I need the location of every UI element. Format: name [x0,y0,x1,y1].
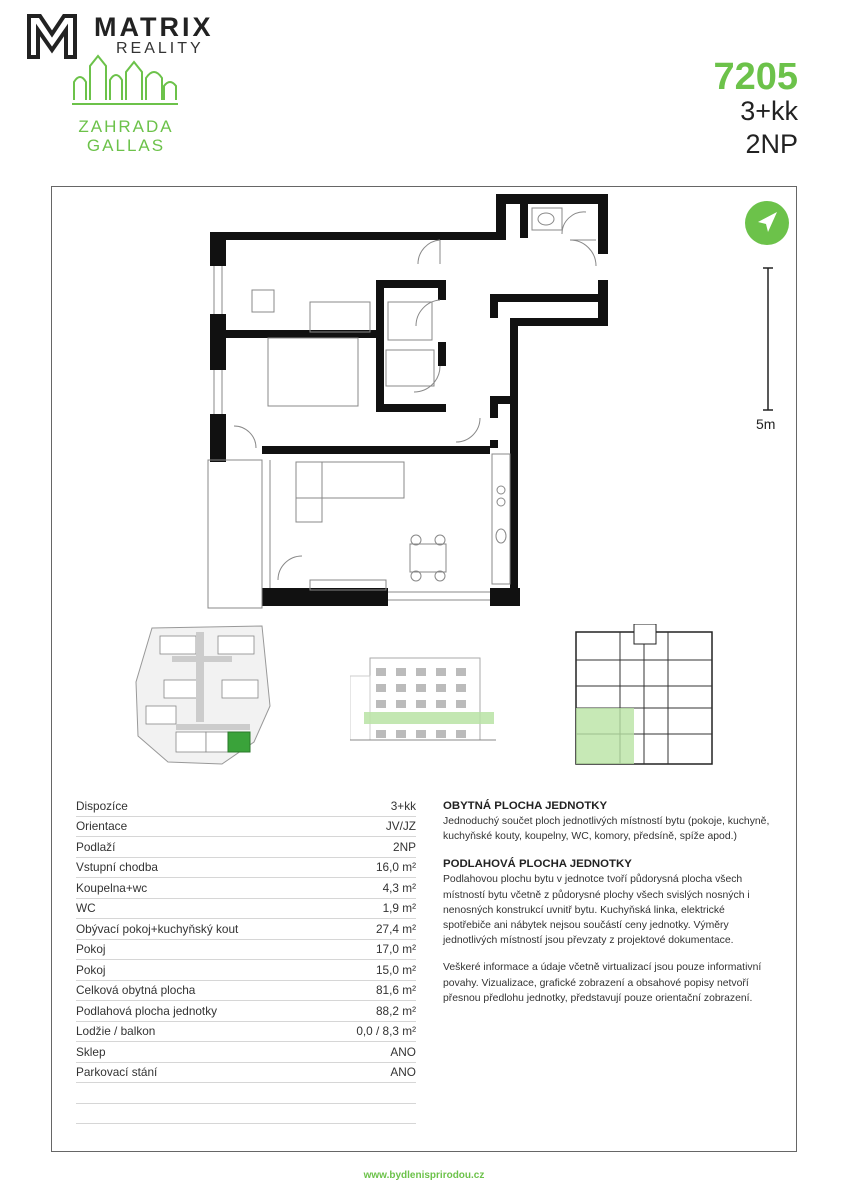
table-row [76,1022,416,1043]
floor-overview-thumbnail [574,624,714,766]
project-name-line1: ZAHRADA [78,117,174,136]
table-row [76,919,416,940]
unit-number: 7205 [713,56,798,98]
row-value: ANO [390,1065,416,1080]
navigation-arrow-icon [744,200,790,246]
row-value: 3+kk [390,798,416,813]
unit-floor: 2NP [745,129,798,159]
info-text [443,798,775,1018]
row-label: Orientace [76,819,128,834]
brand-name: MATRIX [94,12,214,42]
table-row [76,1104,416,1125]
row-label: Celková obytná plocha [76,983,196,998]
table-row [76,1063,416,1084]
garden-skyline-icon [72,52,178,108]
row-label: WC [76,901,96,916]
row-value: 81,6 m² [376,983,416,998]
row-value: 88,2 m² [376,1003,416,1018]
brand-sub: REALITY [116,40,204,57]
table-row [76,878,416,899]
table-row [76,1083,416,1104]
row-label: Pokoj [76,962,106,977]
row-label: Pokoj [76,942,106,957]
table-row [76,899,416,920]
table-row [76,981,416,1002]
living-area-heading: OBYTNÁ PLOCHA JEDNOTKY [443,800,608,812]
row-label: Podlahová plocha jednotky [76,1003,218,1018]
table-row [76,796,416,817]
row-label: Obývací pokoj+kuchyňský kout [76,921,239,936]
floor-plan-drawing [190,190,610,620]
matrix-logo-icon [26,12,78,60]
building-elevation-thumbnail [350,648,496,744]
row-value: 27,4 m² [376,921,416,936]
disclaimer-text: Veškeré informace a údaje včetně virtualizací jsou pouze informativní povahy. Vizualizace, grafické zobrazení a obsahové popisy netvoří přesnou předlohu jednotky, představují pouze orientační zobrazení. [443,962,762,1004]
row-value: ANO [390,1044,416,1059]
floor-area-heading: PODLAHOVÁ PLOCHA JEDNOTKY [443,858,632,871]
row-label: Koupelna+wc [76,880,148,895]
unit-parameters-table [76,796,416,1124]
table-row [76,1001,416,1022]
scale-label: 5m [756,416,776,432]
table-row [76,940,416,961]
row-label: Vstupní chodba [76,860,158,875]
table-row [76,837,416,858]
row-value: JV/JZ [385,819,416,834]
website-link[interactable]: www.bydlenisprirodou.cz [363,1170,485,1181]
table-row [76,817,416,838]
row-value: 1,9 m² [382,901,416,916]
row-label: Podlaží [76,839,116,854]
row-value: 16,0 m² [376,860,416,875]
row-label: Sklep [76,1044,106,1059]
project-name-line2: GALLAS [86,136,166,155]
table-row [76,858,416,879]
floor-area-text: Podlahovou plochu bytu v jednotce tvoří půdorysná plocha všech místností bytu včetně z půdorysné plochy všech svislých nosných i nenosných konstrukcí uvnitř bytu. Kuchyňská linka, elektrické spotřebiče ani nábytek nejsou součástí ceny jednotky. Výměry jednotlivých místností jsou převzaty z projektové dokumentace. [443,874,750,947]
scale-bar [760,266,776,412]
row-value: 15,0 m² [376,962,416,977]
living-area-text: Jednoduchý součet ploch jednotlivých místností bytu (pokoje, kuchyně, kuchyňské kouty, koupelny, WC, komory, předsíně, spíže apod.) [443,816,770,843]
table-row [76,1042,416,1063]
row-value: 4,3 m² [382,880,416,895]
unit-disposition: 3+kk [740,96,798,126]
row-label: Lodžie / balkon [76,1024,156,1039]
row-label: Parkovací stání [76,1065,158,1080]
project-name [66,117,186,155]
row-value: 0,0 / 8,3 m² [356,1024,416,1039]
row-value: 17,0 m² [376,942,416,957]
row-value: 2NP [393,839,416,854]
table-row [76,960,416,981]
row-label: Dispozíce [76,798,128,813]
site-plan-thumbnail [132,622,278,768]
